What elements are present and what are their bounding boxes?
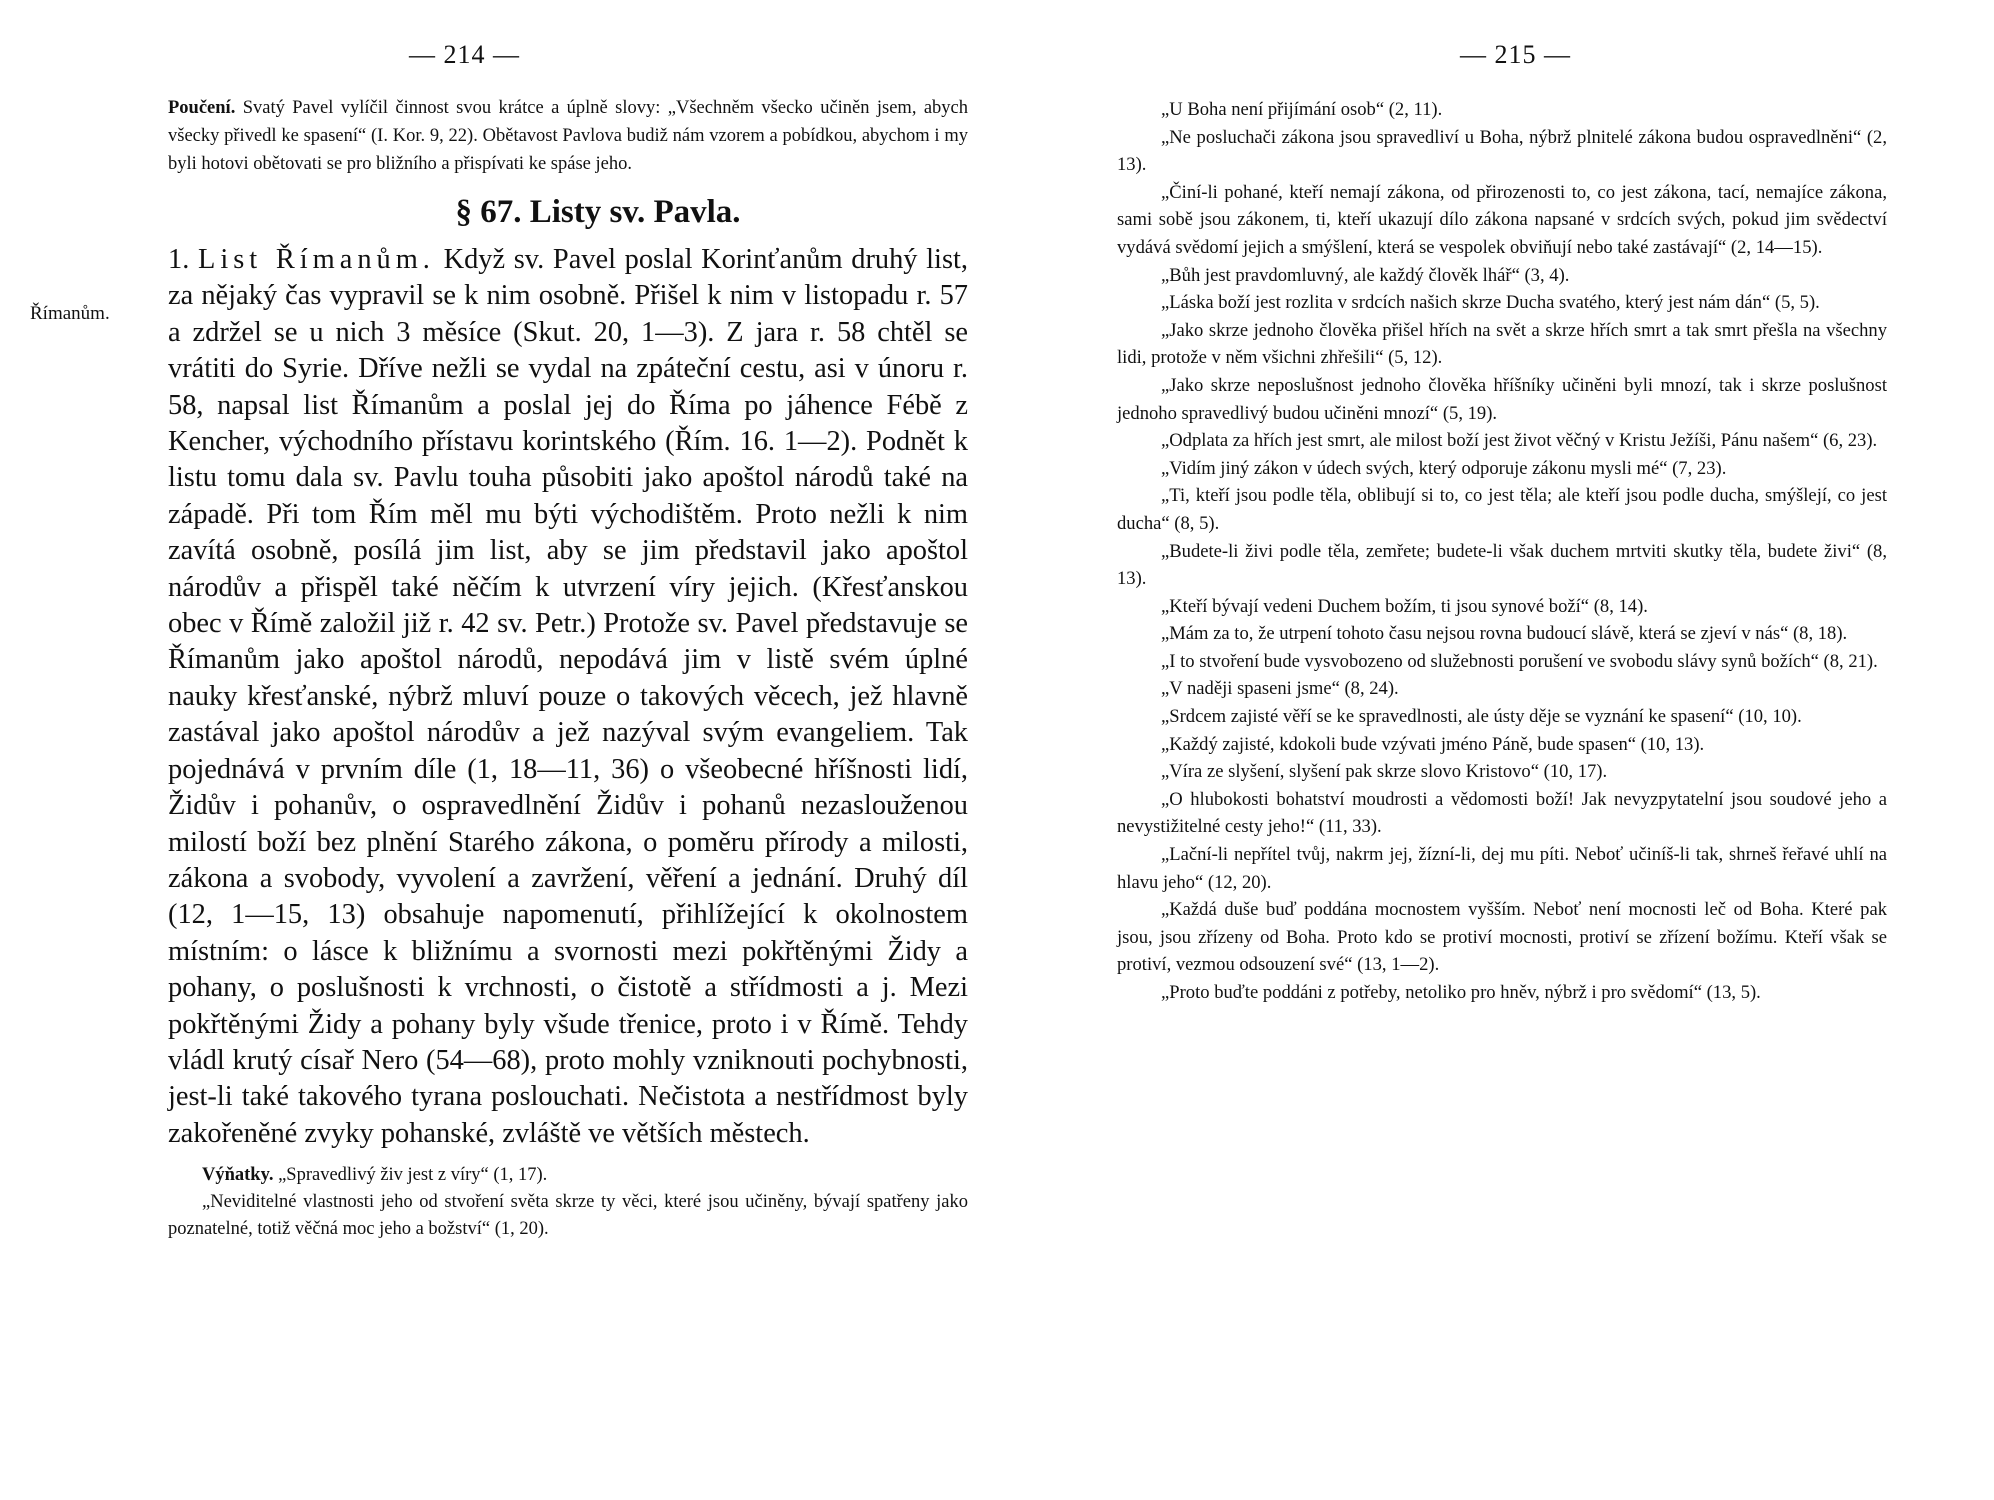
quote: „Jako skrze jednoho člověka přišel hřích na svět a skrze hřích smrt a tak smrt přešla na všechny lidi, protože v něm všichni zhřešili“ (5, 12).	[1117, 319, 1887, 369]
section-title: § 67. Listy sv. Pavla.	[455, 194, 741, 230]
excerpt-text: „Spravedlivý živ jest z víry“ (1, 17).	[273, 1165, 548, 1186]
quote: „Budete-li živi podle těla, zemřete; budete-li však duchem mrtviti skutky těla, budete živi“ (8, 13).	[1117, 540, 1887, 590]
quote: „Bůh jest pravdomluvný, ale každý člověk lhář“ (3, 4).	[1161, 264, 1570, 286]
quote: „Ne posluchači zákona jsou spravedliví u Boha, nýbrž plnitelé zákona budou ospravedlněni“ (2, 13).	[1117, 126, 1887, 176]
excerpt-second: „Neviditelné vlastnosti jeho od stvoření světa skrze ty věci, které jsou učiněny, bývají spatřeny jako poznatelné, totiž věčná moc jeho a božství“ (1, 20).	[168, 1192, 968, 1240]
quote: „Každá duše buď poddána mocnostem vyšším. Neboť není mocnosti leč od Boha. Které pak jsou, jsou zřízeny od Boha. Proto kdo se protiví mocnosti, protiví se zřízení božímu. Kteří však se protiví, vezmou odsouzení své“ (13, 1—2).	[1117, 899, 1887, 976]
quote: „I to stvoření bude vysvobozeno od služebnosti porušení ve svobodu slávy synů božích“ (8, 21).	[1161, 650, 1878, 672]
paragraph-heading: List Římanům.	[197, 244, 435, 275]
quote: „Každý zajisté, kdokoli bude vzývati jméno Páně, bude spasen“ (10, 13).	[1161, 733, 1705, 755]
quote: „Lační-li nepřítel tvůj, nakrm jej, žízní-li, dej mu píti. Neboť učiníš-li tak, shrneš řeřavé uhlí na hlavu jeho“ (12, 20).	[1117, 844, 1887, 893]
quote: „Jako skrze neposlušnost jednoho člověka hříšníky učiněni byli mnozí, tak i skrze poslušnost jednoho spravedlivý budou učiněni mnozí“ (5, 19).	[1117, 374, 1887, 424]
quote: „Odplata za hřích jest smrt, ale milost boží jest život věčný v Kristu Ježíši, Pánu našem“ (6, 23).	[1161, 430, 1878, 452]
quote: „U Boha není přijímání osob“ (2, 11).	[1161, 99, 1443, 120]
page-number: — 215 —	[1460, 40, 1571, 69]
excerpts	[168, 1162, 968, 1243]
paragraph-text: Když sv. Pavel poslal Korinťanům druhý list, za nějaký čas vypravil se k nim osobně. Přišel k nim v listopadu r. 57 a zdržel se u nich 3 měsíce (Skut. 20, 1—3). Z jara r. 58 chtěl se vrátiti do Syrie. Dříve nežli se vydal na zpáteční cestu, asi v únoru r. 58, napsal list Římanům a poslal jej do Říma po jáhence Fébě z Kencher, východního přístavu korintského (Řím. 16. 1—2). Podnět k listu tomu dala sv. Pavlu touha působiti jako apoštol národů také na západě. Při tom Řím měl mu býti východištěm. Proto nežli k nim zavítá osobně, posílá jim list, aby se jim představil jako apoštol národův a přispěl také něčím k utvrzení víry jejich. (Křesťanskou obec v Římě založil již r. 42 sv. Petr.) Protože sv. Pavel představuje se Římanům jako apoštol národů, nepodává jim v listě svém úplné nauky křesťanské, nýbrž mluví pouze o takových věcech, jež hlavně zastával jako apoštol národův a jež nazýval svým evangeliem. Tak pojednává v prvním díle (1, 18—11, 36) o všeobecné hříšnosti lidí, Židův i pohanův, o ospravedlnění Židův i pohanů nezaslouženou milostí boží bez plnění Starého zákona, o poměru přírody a milosti, zákona a svobody, vyvolení a zavržení, věření a jednání. Druhý díl (12, 1—15, 13) obsahuje napomenutí, přihlížející k okolnostem místním: o lásce k bližnímu a svornosti mezi pokřtěnými Židy a pohany, o poslušnosti k vrchnosti, o čistotě a střídmosti a j. Mezi pokřtěnými Židy a pohany byly všude třenice, proto i v Římě. Tehdy vládl krutý císař Nero (54—68), proto mohly vzniknouti pochybnosti, jest-li také takového tyrana poslouchati. Nečistota a nestřídmost byly zakořeněné zvyky pohanské, zvláště ve větších městech.	[168, 244, 968, 1149]
instruction-note	[168, 94, 968, 178]
quote: „Vidím jiný zákon v údech svých, který odporuje zákonu mysli mé“ (7, 23).	[1161, 457, 1727, 479]
left-column	[168, 94, 968, 1243]
note-lead: Poučení.	[168, 98, 236, 118]
quote: „Láska boží jest rozlita v srdcích našich skrze Ducha svatého, který jest nám dán“ (5, 5).	[1161, 292, 1820, 314]
quotes-list	[1117, 96, 1887, 1007]
right-page	[997, 0, 1994, 1500]
quote: „Činí-li pohané, kteří nemají zákona, od přirozenosti to, co jest zákona, tací, nemajíce zákona, sami sobě jsou zákonem, ti, kteří ukazují dílo zákona napsané v srdcích svých, pokud jim svědectví vydává svědomí jejich a smýšlení, která se vespolek obviňují nebo také zastávají“ (2, 14—15).	[1117, 181, 1887, 258]
quote: „Srdcem zajisté věří se ke spravedlnosti, ale ústy děje se vyznání ke spasení“ (10, 10).	[1161, 706, 1802, 728]
quote: „Proto buďte poddáni z potřeby, netoliko pro hněv, nýbrž i pro svědomí“ (13, 5).	[1161, 982, 1761, 1003]
page-number: — 214 —	[409, 40, 520, 69]
quote: „Kteří bývají vedeni Duchem božím, ti jsou synové boží“ (8, 14).	[1161, 595, 1648, 617]
excerpt-first	[168, 1162, 968, 1189]
main-paragraph	[168, 242, 968, 1152]
paragraph-number: 1.	[168, 244, 190, 275]
margin-note: Římanům.	[30, 303, 110, 324]
quote: „O hlubokosti bohatství moudrosti a vědomosti boží! Jak nevyzpytatelní jsou soudové jeho a nevystižitelné cesty jeho!“ (11, 33).	[1117, 788, 1887, 838]
quote: „V naději spaseni jsme“ (8, 24).	[1161, 678, 1399, 700]
quote: „Mám za to, že utrpení tohoto času nejsou rovna budoucí slávě, která se zjeví v nás“ (8, 18).	[1161, 623, 1848, 645]
note-text: Svatý Pavel vylíčil činnost svou krátce a úplně slovy: „Všechněm všecko učiněn jsem, abych všecky přivedl ke spasení“ (I. Kor. 9, 22). Obětavost Pavlova budiž nám vzorem a pobídkou, abychom i my byli hotovi obětovati se pro bližního a přispívati ke spáse jeho.	[168, 98, 968, 174]
quote: „Víra ze slyšení, slyšení pak skrze slovo Kristovo“ (10, 17).	[1161, 761, 1608, 783]
quote: „Ti, kteří jsou podle těla, oblibují si to, co jest těla; ale kteří jsou podle ducha, smýšlejí, co jest ducha“ (8, 5).	[1117, 485, 1887, 534]
excerpts-lead: Výňatky.	[202, 1165, 274, 1186]
